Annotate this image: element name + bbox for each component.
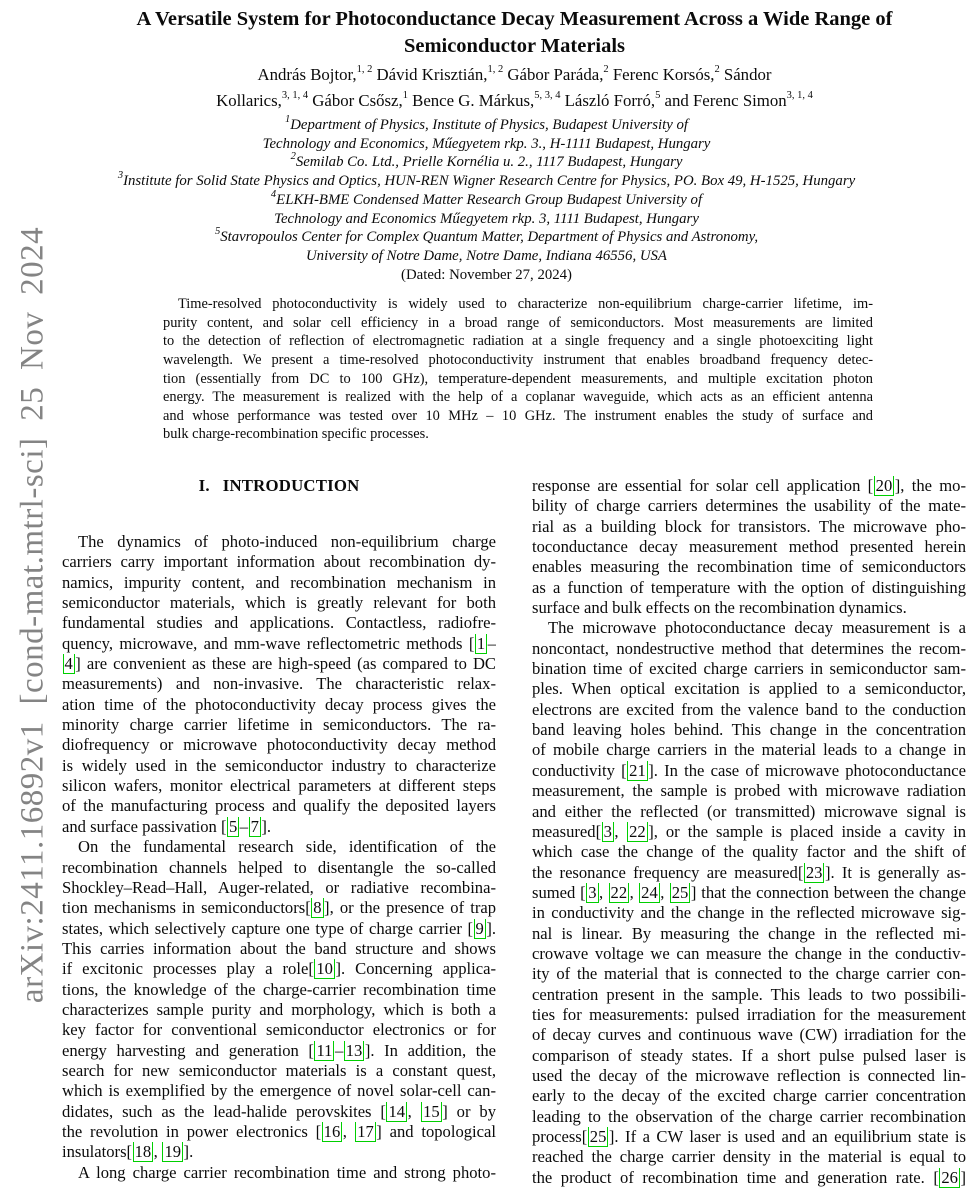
right-column (532, 476, 966, 1200)
dateline: (Dated: November 27, 2024) (401, 267, 572, 284)
text-line: the revolution in power electronics [ 16 , 17 ] and topological (62, 1121, 496, 1141)
text-line: University of Notre Dame, Notre Dame, Indiana 46556, USA (306, 247, 667, 264)
citation-link[interactable]: 14 (388, 1101, 406, 1121)
text-line: and surface passivation [ 5 – 7 ]. (62, 816, 272, 836)
citation-link[interactable]: 25 (671, 882, 689, 902)
text-line: which is exemplified by the emergence of novel solar-cell can- (62, 1081, 496, 1101)
citation-link[interactable]: 4 (64, 654, 73, 674)
text-line: is widely used in the semiconductor industry to characterize (62, 755, 496, 775)
text-line: ation time of the photoconductivity decay process gives the (62, 694, 496, 714)
text-line: Technology and Economics, Műegyetem rkp. 3., H-1111 Budapest, Hungary (262, 135, 711, 152)
text-line: toconductance decay measurement method presented herein (532, 537, 966, 557)
left-column-text (62, 532, 496, 1183)
citation-link[interactable]: 21 (629, 760, 646, 780)
text-line: of mobile charge carriers in the material leads to a change in (532, 740, 966, 760)
text-line: Technology and Economics Műegyetem rkp. 3, 1111 Budapest, Hungary (274, 210, 699, 227)
citation-link[interactable]: 10 (316, 959, 333, 979)
text-line: diofrequency or microwave photoconductivity decay method (62, 735, 496, 755)
paper-title-line-2: Semiconductor Materials (403, 35, 626, 57)
text-line: as a function of temperature with the option of distinguishing (532, 577, 966, 597)
text-line: bulk charge-recombination specific processes. (163, 426, 429, 443)
text-line: in conductivity and the change in the reflected microwave sig- (532, 903, 966, 923)
citation-link[interactable]: 9 (475, 918, 484, 938)
superscript: 3 (117, 170, 124, 182)
text-line: Time-resolved photoconductivity is widely used to characterize non-equilibrium charge-carrier lifetime, im- (178, 296, 873, 312)
paragraph (62, 1163, 496, 1183)
text-line: crowave voltage we can measure the change in the conductiv- (532, 943, 966, 963)
text-line: bility of charge carriers determines the usability of the mate- (532, 496, 966, 516)
superscript: 1 (284, 114, 291, 126)
section-heading-introduction (62, 476, 496, 496)
superscript: 4 (270, 188, 277, 200)
superscript: 1, 2 (487, 64, 504, 76)
superscript: 1 (402, 90, 408, 102)
affiliations-block (34, 116, 939, 285)
citation-link[interactable]: 24 (641, 882, 658, 902)
paragraph (532, 618, 966, 1188)
citation-link[interactable]: 11 (316, 1040, 333, 1060)
citation-link[interactable]: 7 (250, 816, 259, 836)
text-line: purity content, and solar cell efficiency in a broad range of semiconductors. Most measurements are limited (163, 314, 873, 331)
text-line: states, which selectively capture one type of charge carrier [ 9 ]. (62, 918, 496, 938)
left-column (62, 476, 496, 1200)
citation-link[interactable]: 15 (423, 1101, 440, 1121)
text-line: process[ 25 ]. If a CW laser is used and an equilibrium state is (532, 1127, 966, 1146)
text-line: didates, such as the lead-halide perovskites [ 14 , 15 ] or by (62, 1101, 496, 1121)
superscript: 5 (655, 90, 661, 102)
text-line: András Bojtor,$^{1, 2}$ Dávid Krisztián,$^{1, 2}$ Gábor Paráda,$^2$ Ferenc Korsós,$^2$ Sándor (257, 64, 772, 84)
text-line: measurement, the sample is probed with microwave radiation (532, 781, 966, 801)
citation-link[interactable]: 19 (164, 1142, 182, 1162)
citation-link[interactable]: 18 (134, 1142, 152, 1162)
citation-link[interactable]: 22 (610, 882, 628, 902)
citation-link[interactable]: 16 (323, 1121, 341, 1141)
text-line: surface and bulk effects on the recombination dynamics. (532, 598, 907, 618)
text-line: nal is linear. By measuring the change in the reflected mi- (532, 923, 966, 943)
superscript: 2 (603, 64, 609, 76)
text-line: Shockley–Read–Hall, Auger-related, or radiative recombina- (62, 877, 496, 897)
text-line: tions, the knowledge of the charge-carrier recombination time (62, 979, 496, 999)
citation-link[interactable]: 8 (313, 898, 322, 918)
text-line: minority charge carrier lifetime in semiconductors. The ra- (62, 715, 496, 735)
section-number: I. (198, 476, 210, 495)
citation-link[interactable]: 3 (603, 821, 612, 841)
text-line: namics, impurity content, and recombination mechanism in (62, 572, 496, 592)
text-line: response are essential for solar cell application [ 20 ], the mo- (532, 476, 966, 495)
paper-title-line-1: A Versatile System for Photoconductance Decay Measurement Across a Wide Range of (136, 8, 893, 30)
text-line: tion mechanisms in semiconductors[ 8 ], or the presence of trap (62, 898, 496, 918)
arxiv-watermark: arXiv:2411.16892v1 [cond-mat.mtrl-sci] 25 Nov 2024 (14, 226, 51, 1004)
text-line: conductivity [ 21 ]. In the case of microwave photoconductance (532, 760, 966, 780)
text-line: and whose performance was tested over 10 MHz – 10 GHz. The instrument enables the study of surface and (163, 407, 873, 424)
citation-link[interactable]: 5 (229, 816, 238, 836)
text-line: noncontact, nondestructive method that determines the recom- (532, 638, 966, 658)
citation-link[interactable]: 20 (875, 476, 893, 495)
superscript: 3, 1, 4 (786, 90, 813, 102)
text-line: This carries information about the band structure and shows (62, 938, 496, 958)
superscript: 1, 2 (356, 64, 373, 76)
author-list (62, 62, 967, 114)
text-line: $^4$ELKH-BME Condensed Matter Research Group Budapest University of (270, 188, 703, 208)
section-title: INTRODUCTION (222, 476, 360, 495)
text-line: $^5$Stavropoulos Center for Complex Quantum Matter, Department of Physics and Astronomy, (214, 226, 759, 246)
text-line: characterizes sample purity and morphology, which is both a (62, 999, 496, 1019)
text-line: search for new semiconductor materials is a constant quest, (62, 1060, 496, 1080)
text-line: ity of the material that is connected to the charge carrier con- (532, 964, 966, 984)
text-line: tion (essentially from DC to 100 GHz), temperature-dependent measurements, and multiple excitation photon (163, 370, 873, 387)
citation-link[interactable]: 3 (588, 882, 597, 902)
text-line: centration present in the sample. This leads to two possibili- (532, 984, 966, 1004)
paragraph (62, 837, 496, 1163)
text-line: rial as a building block for transistors. The microwave pho- (532, 516, 966, 536)
superscript: 2 (714, 64, 720, 76)
text-line: The dynamics of photo-induced non-equilibrium charge (78, 532, 496, 551)
text-line: to the detection of reflection of electromagnetic radiation at a single frequency and a single photoexciting light (163, 333, 873, 350)
paper-title (62, 6, 967, 60)
text-line: energy. The measurement is realized with the help of a coplanar waveguide, which acts as an efficient antenna (163, 389, 873, 406)
text-line: comparison of steady states. If a short pulse pulsed laser is (532, 1045, 966, 1065)
text-line: and either the reflected (or transmitted) microwave signal is (532, 801, 966, 821)
text-line: which case the change of the quality factor and the shift of (532, 842, 966, 862)
text-line: wavelength. We present a time-resolved photoconductivity instrument that enables broadband frequency detec- (163, 351, 873, 368)
right-column-text (532, 476, 966, 1188)
citation-link[interactable]: 26 (941, 1167, 958, 1187)
text-line: semiconductor materials, which is greatly relevant for both (62, 593, 496, 613)
text-line: the product of recombination time and generation rate. [ 26 ] (532, 1167, 966, 1187)
text-line: key factor for conventional semiconductor electronics or for (62, 1020, 496, 1040)
two-column-body (62, 476, 967, 1200)
superscript: 5 (214, 226, 221, 238)
text-line: On the fundamental research side, identification of the (78, 837, 496, 857)
text-line: 4 ] are convenient as these are high-speed (as compared to DC (64, 654, 496, 674)
paragraph (163, 294, 873, 443)
text-line: the resonance frequency are measured[ 23 ]. It is generally as- (532, 862, 966, 882)
text-line: $^1$Department of Physics, Institute of Physics, Budapest University of (284, 114, 689, 133)
text-line: silicon wafers, monitor electrical parameters at different steps (62, 776, 496, 796)
citation-link[interactable]: 13 (345, 1040, 363, 1060)
text-line: $^2$Semilab Co. Ltd., Prielle Kornélia u. 2., 1117 Budapest, Hungary (290, 151, 683, 171)
text-line: reached the charge carrier density in the material is equal to (532, 1147, 966, 1167)
superscript: 2 (290, 151, 296, 163)
text-line: quency, microwave, and mm-wave reflectometric methods [ 1 – (62, 633, 496, 653)
text-line: Kollarics,$^{3, 1, 4}$ Gábor Csősz,$^1$ Bence G. Márkus,$^{5, 3, 4}$ László Forró,$^5$ and Ferenc Simon$^{3, 1, 4}$ (216, 90, 813, 110)
citation-link[interactable]: 17 (357, 1121, 374, 1141)
text-line: $^3$Institute for Solid State Physics and Optics, HUN-REN Wigner Research Centre for Physics, PO. Box 49, H-1525, Hungary (117, 170, 856, 190)
text-line: of decay curves and continuous wave (CW) irradiation for the (532, 1025, 966, 1045)
superscript: 3, 1, 4 (281, 90, 309, 102)
citation-link[interactable]: 25 (589, 1127, 607, 1146)
citation-link[interactable]: 22 (629, 821, 646, 841)
text-line: insulators[ 18 , 19 ]. (62, 1142, 194, 1162)
text-line: ples. When optical excitation is applied to a semiconductor, (532, 679, 966, 699)
paragraph (532, 476, 966, 618)
superscript: 5, 3, 4 (534, 90, 561, 102)
text-line: fundamental studies and applications. Contactless, radiofre- (62, 613, 496, 633)
citation-link[interactable]: 1 (476, 633, 486, 653)
text-line: electrons are excited from the valence band to the conduction (532, 699, 966, 719)
text-line: early to the decay of the excited charge carrier concentration (532, 1086, 966, 1106)
text-line: energy harvesting and generation [ 11 – 13 ]. In addition, the (62, 1040, 496, 1060)
text-line: The microwave photoconductance decay measurement is a (548, 618, 966, 638)
text-line: bination time of excited charge carriers in semiconductor sam- (532, 659, 966, 679)
text-line: A long charge carrier recombination time and strong photo- (78, 1162, 496, 1182)
text-line: ties for measurements: pulsed irradiation for the measurement (532, 1004, 966, 1024)
text-line: if excitonic processes play a role[ 10 ]. Concerning applica- (62, 959, 496, 979)
abstract (163, 294, 873, 443)
citation-link[interactable]: 23 (805, 862, 823, 882)
text-line: measurements) and non-invasive. The characteristic relax- (62, 674, 496, 694)
text-line: recombination channels helped to disentangle the so-called (62, 857, 496, 877)
text-line: band leaving holes behind. This change in the concentration (532, 720, 966, 740)
text-line: used the decay of the microwave reflection is connected lin- (532, 1065, 966, 1085)
affiliation-lines (34, 116, 939, 266)
text-line: enables measuring the recombination time of semiconductors (532, 557, 966, 577)
text-line: carriers carry important information about recombination dy- (62, 552, 496, 572)
paragraph (62, 532, 496, 837)
text-line: leading to the observation of the charge carrier recombination (532, 1106, 966, 1126)
text-line: of the manufacturing process and qualify the deposited layers (62, 796, 496, 816)
text-line: measured[ 3 , 22 ], or the sample is placed inside a cavity in (532, 821, 966, 841)
text-line: sumed [ 3 , 22 , 24 , 25 ] that the connection between the change (532, 882, 966, 902)
